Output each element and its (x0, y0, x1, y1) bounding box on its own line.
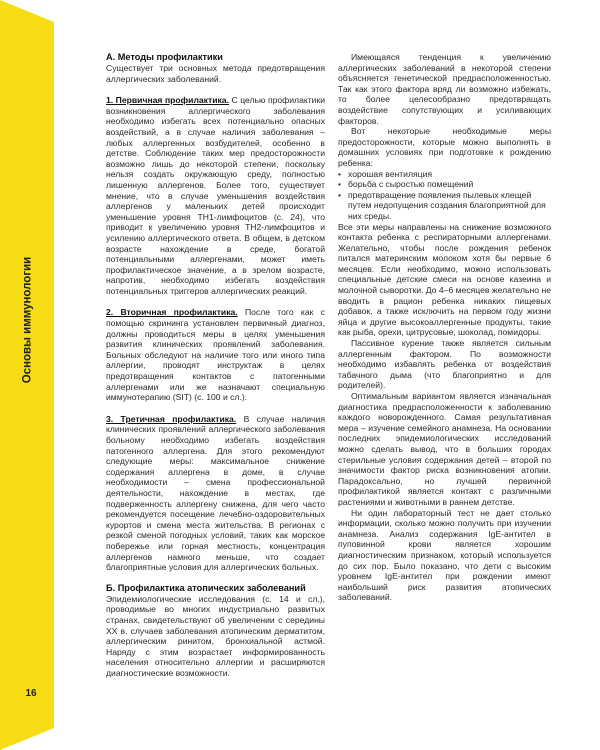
atopic-paragraph-3: Вот некоторые необходимые меры предосторожности, которые можно выполнять в домашних условиях при подготовке к рождению ребенка: (338, 126, 551, 168)
atopic-paragraph-6: Оптимальным вариантом является изначальная диагностика предрасположенности к заболеванию каждого новорожденного. Самая результативная мера – изучение семейного анамнеза. На основании последних эпидемиологических исследований можно сделать вывод, что в больших городах стерильные условия содержания детей – второй по значимости фактор риска возникновения атопии. Парадоксально, но лучшей первичной профилактикой является контакт с различными растениями и животными в раннем детстве. (338, 391, 551, 507)
heading-atopic-prevention: Б. Профилактика атопических заболеваний (106, 582, 306, 593)
methods-intro: Существует три основных метода предотвращения аллергических заболеваний. (106, 63, 325, 84)
section-title-text: Основы иммунологии (21, 256, 33, 384)
right-column (338, 52, 551, 603)
left-column (106, 52, 325, 678)
secondary-prevention-label: 2. Вторичная профилактика. (106, 307, 238, 318)
atopic-paragraph-1: Эпидемиологические исследования (с. 14 и сл.), проводимые во многих индустриально развитых странах, свидетельствуют об увеличении с середины XX в. случаев заболевания атопическим дерматитом, аллергическим ринитом, бронхиальной астмой. Наряду с этим возрастает информированность населения относительно аллергии и расширяются диагностические возможности. (106, 593, 325, 678)
list-item: • борьба с сыростью помещений (338, 179, 551, 190)
atopic-paragraph-4: Все эти меры направлены на снижение возможного контакта ребенка с респираторными аллергенами. Желательно, чтобы после рождения ребенок питался материнским молоком хотя бы первые 6 месяцев. Если необходимо, можно использовать специальные детские смеси на основе казеина и молочной сыворотки. До 4–6 месяцев желательно не вводить в рацион ребенка никаких пищевых добавок, а также исключить на первом году жизни яйца и другие высокоаллергенные продукты, такие как рыба, орехи, цитрусовые, шоколад, помидоры. (338, 221, 551, 338)
atopic-paragraph-2: Имеющаяся тенденция к увеличению аллергических заболеваний в некоторой степени объясняется генетической предрасположенностью. Так как этого фактора вряд ли возможно избежать, то более целесообразно предотвращать воздействие сопутствующих и усиливающих факторов. (338, 52, 551, 126)
list-item: • предотвращение появления пылевых клещей путем недопущения создания благоприятной для них среды. (338, 190, 551, 222)
primary-prevention-paragraph (106, 95, 325, 296)
tertiary-prevention-label: 3. Третичная профилактика. (106, 413, 237, 424)
primary-prevention-text: С целью профилактики возникновения аллергического заболевания необходимо избегать всех потенциально опасных воздействий, а в случае наличия заболевания – любых аллергенных возбудителей, особенно в детстве. Соблюдение таких мер предосторожности возможно лишь до некоторой степени, поскольку нельзя создать окружающую среду, полностью лишенную аллергенов. Более того, существует мнение, что в случае уменьшения воздействия аллергенов у маленьких детей происходит уменьшение уровня TH1-лимфоцитов (с. 24), что приводит к увеличению уровня TH2-лимфоцитов и усилению аллергического ответа. В общем, в детском возрасте нахождение в среде, богатой потенциальными аллергенами, может иметь профилактическое значение, а в зрелом возрасте, напротив, необходимо избегать воздействия потенциальных триггеров аллергических реакций. (106, 95, 326, 296)
home-measures-list (338, 169, 551, 222)
running-section-title (4, 175, 50, 465)
heading-methods: А. Методы профилактики (106, 52, 223, 62)
atopic-paragraph-7: Ни один лабораторный тест не дает столько информации, сколько можно получить при изучении анамнеза. Анализ содержания IgE-антител в пуповинной крови является хорошим диагностическим признаком, который используется до сих пор. Было показано, что дети с высоким уровнем IgE-антител при рождении имеют наибольший риск развития атопических заболеваний. (338, 507, 551, 603)
page-number: 16 (25, 688, 37, 699)
tertiary-prevention-text: В случае наличия клинических проявлений аллергического заболевания больному необходимо избегать воздействия патогенного аллергена. Для этого рекомендуют следующие меры: максимальное снижение содержания аллергена в доме, в случае необходимости – смена профессиональной деятельности, нахождение в местах, где подверженность аллергену снижена, для чего часто рекомендуется посещение лечебно-оздоровительных курортов и смена места жительства. В регионах с резкой сменой погодных условий, таких как морское побережье или горная местность, концентрация аллергенов намного меньше, что создает благоприятные условия для аллергических больных. (106, 413, 325, 573)
list-item: • хорошая вентиляция (338, 169, 551, 180)
primary-prevention-label: 1. Первичная профилактика. (106, 95, 229, 106)
tertiary-prevention-paragraph (106, 414, 325, 573)
atopic-paragraph-5: Пассивное курение также является сильным аллергенным фактором. По возможности необходимо избавлять ребенка от воздействия табачного дыма (что благоприятно и для родителей). (338, 338, 551, 391)
secondary-prevention-paragraph (106, 307, 325, 402)
secondary-prevention-text: После того как с помощью скрининга установлен первичный диагноз, должны проводиться меры в целях уменьшения развития клинических проявлений заболевания. Больных обследуют на наличие того или иного типа аллергии, проводят инструктаж в целях предотвращения контактов с патогенными аллергенами или же назначают специальную иммунотерапию (SIT) (с. 100 и сл.). (106, 307, 325, 403)
